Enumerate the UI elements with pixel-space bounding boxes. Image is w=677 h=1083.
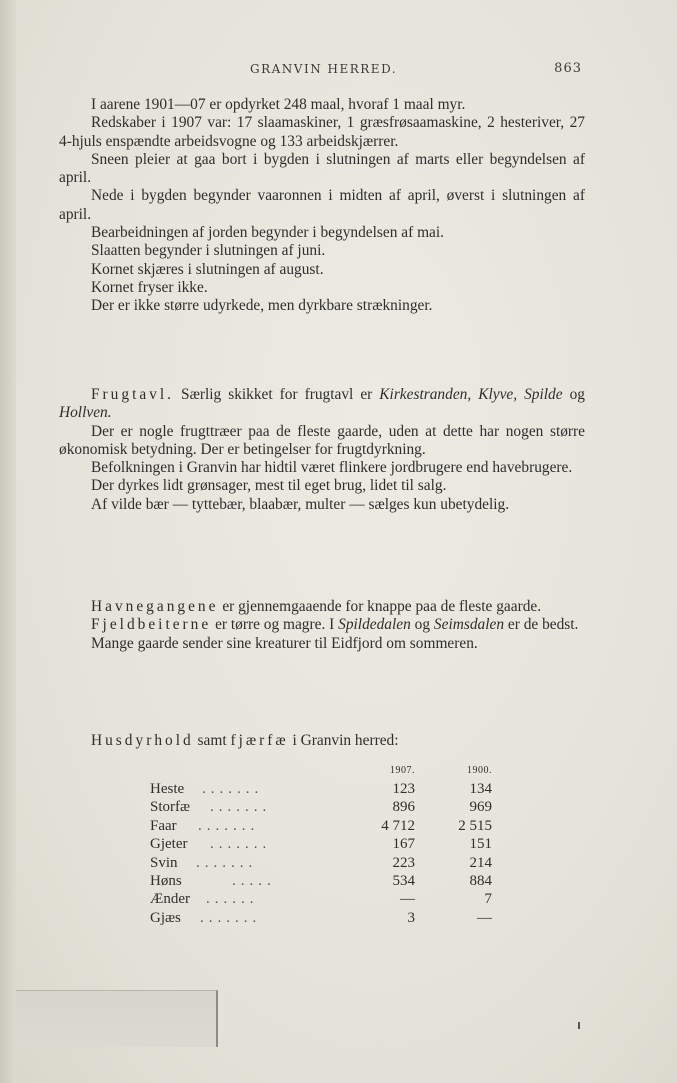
page-number: 863 [554,61,582,76]
paragraph: Nede i bygden begynder vaaronnen i midten af april, øverst i slutningen af april. [59,187,585,223]
table-row [150,873,500,891]
pasture-heading: Havnegangene [91,598,219,615]
value-1900: 7 [484,891,492,908]
table-row [150,818,500,836]
connector: og [569,386,585,403]
leader-dots: ....... [210,799,272,816]
paragraph: Kornet skjæres i slutningen af august. [91,260,324,278]
mountain-text: er tørre og magre. I [215,616,335,634]
paragraph: I aarene 1901—07 er opdyrket 248 maal, hvoraf 1 maal myr. [91,96,466,113]
value-1900: 969 [469,799,492,816]
connector: og [414,616,431,634]
library-stamp-mark [16,990,218,1047]
value-1900: 214 [469,854,492,871]
table-row [150,781,500,799]
paragraph: Der er ikke større udyrkede, men dyrkbare strækninger. [91,297,433,315]
mountain-pasture-paragraph [59,616,585,634]
heading-word: i Granvin herred: [292,732,399,749]
fruit-heading: Frugtavl. [91,386,175,403]
leader-dots: ....... [200,909,262,926]
paragraph: Mange gaarde sender sine kreaturer til Eidfjord om sommeren. [91,634,478,652]
leader-dots: ....... [198,817,260,834]
pasture-section [59,598,585,653]
place-name: Kirkestranden, [379,386,472,403]
leader-dots: ....... [202,781,264,797]
value-1900: — [477,909,492,926]
running-header [60,62,582,82]
fruit-section [59,386,585,514]
place-name: Spilde [524,386,563,403]
paragraph: Befolkningen i Granvin har hidtil været flinkere jordbrugere end havebrugere. [91,459,573,477]
value-1907: 3 [407,909,415,926]
paragraph: Bearbeidningen af jorden begynder i begyndelsen af mai. [91,224,445,242]
livestock-heading [91,732,399,750]
place-name: Spildedalen [338,616,411,634]
value-1907: 534 [392,872,415,889]
value-1900: 884 [469,872,492,889]
leader-dots: ...... [206,891,259,908]
paragraph: Der er nogle frugttræer paa de fleste gaarde, uden at dette har nogen større økonomisk betydning. Der er betingelser for frugtdyrkning. [59,422,585,458]
animal-name: Gjæs [150,909,181,926]
heading-word: fjærfæ [230,732,289,749]
table-row [150,836,500,854]
heading-word: Husdyrhold [91,732,194,749]
pasture-text: er gjennemgaaende for knappe paa de fleste gaarde. [222,598,542,615]
paragraph: Redskaber i 1907 var: 17 slaamaskiner, 1 græsfrøsaamaskine, 2 hesteriver, 27 4-hjuls enspændte arbeidsvogne og 133 arbeidskjærrer. [59,114,585,150]
animal-name: Høns [150,872,182,889]
value-1907: — [400,891,415,908]
agriculture-section [59,96,585,316]
paragraph: Sneen pleier at gaa bort i bygden i slutningen af marts eller begyndelsen af april. [59,150,585,187]
leader-dots: ....... [196,854,258,871]
animal-name: Faar [150,817,177,834]
fruit-intro: Særlig skikket for frugtavl er [181,386,373,403]
paragraph: Af vilde bær — tyttebær, blaabær, multer — sælges kun ubetydelig. [91,495,510,513]
place-name: Klyve, [478,386,518,403]
animal-name: Storfæ [150,799,191,816]
animal-name: Ænder [150,891,190,908]
paragraph: Kornet fryser ikke. [91,278,208,296]
column-header-1900: 1900. [467,765,492,776]
table-row [150,799,500,817]
heading-word: samt [197,732,227,749]
value-1907: 167 [392,836,415,853]
place-name: Hollven. [59,404,112,422]
fruit-paragraph [59,386,585,423]
place-name: Seimsdalen [433,616,505,634]
column-header-1907: 1907. [390,765,415,776]
value-1907: 223 [392,854,415,871]
mountain-text-end: er de bedst. [507,616,579,634]
animal-name: Gjeter [150,836,188,853]
value-1900: 134 [469,781,492,797]
value-1907: 4 712 [381,817,415,834]
value-1900: 151 [469,836,492,853]
value-1900: 2 515 [458,817,492,834]
value-1907: 896 [392,799,415,816]
paragraph: Der dyrkes lidt grønsager, mest til eget brug, lidet til salg. [91,477,447,495]
mountain-pasture-heading: Fjeldbeiterne [91,616,212,634]
animal-name: Svin [150,854,178,871]
paragraph: Slaatten begynder i slutningen af juni. [91,242,326,260]
page-spine-shadow [0,0,16,1083]
leader-dots: ..... [232,872,276,889]
table-header [150,761,500,781]
table-row [150,910,500,928]
table-row [150,855,500,873]
pasture-paragraph [59,598,585,616]
header-title: GRANVIN HERRED. [250,62,398,76]
value-1907: 123 [392,781,415,797]
table-row [150,891,500,909]
leader-dots: ....... [210,836,272,853]
ink-speck [578,1022,580,1029]
livestock-table [150,761,500,928]
animal-name: Heste [150,781,185,797]
